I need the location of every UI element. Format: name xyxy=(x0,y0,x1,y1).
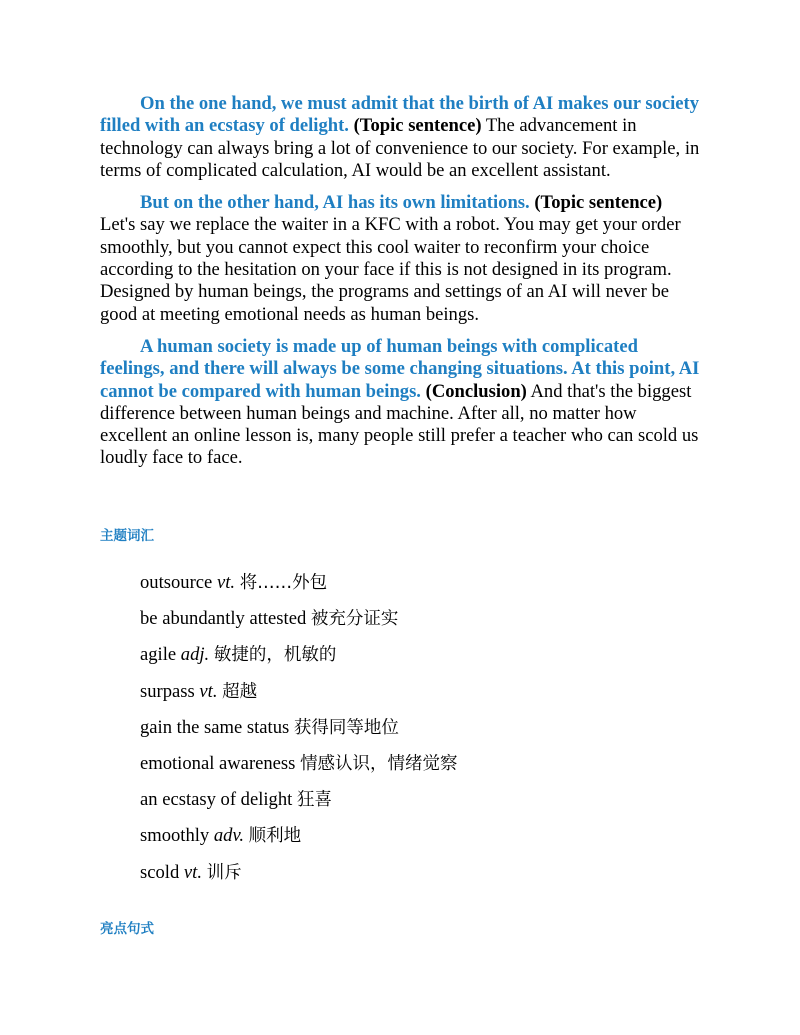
vocab-pos: adv. xyxy=(213,825,244,847)
vocab-item xyxy=(140,679,458,715)
vocab-meaning: 获得同等地位 xyxy=(293,717,399,738)
vocab-term: smoothly xyxy=(140,825,210,847)
vocab-term: outsource xyxy=(140,572,213,593)
vocab-item xyxy=(140,823,458,859)
vocab-pos: vt. xyxy=(216,572,236,593)
vocab-meaning: 被充分证实 xyxy=(310,609,399,630)
vocab-term: emotional awareness xyxy=(140,752,296,774)
paragraph-2-highlight: But on the other hand, AI has its own limitations. xyxy=(140,192,530,214)
paragraph-2-text: Let's say we replace the waiter in a KFC with a robot. You may get your order smoothly, but you cannot expect this cool waiter to reconfirm your choice according to the hesitation on your face if this is not designed in its program. Designed by human beings, the programs and settings of an AI will never be good at meeting emotional needs as human beings. xyxy=(100,214,681,325)
vocab-list xyxy=(140,570,458,896)
paragraph-1-highlight: On the one hand, we must admit that the birth of AI makes our society filled with an ecstasy of delight. xyxy=(100,93,700,137)
vocab-term: be abundantly attested xyxy=(140,608,307,630)
vocab-item xyxy=(140,715,458,751)
vocab-meaning: 情感认识，情绪觉察 xyxy=(300,753,458,774)
paragraph-3-highlight: A human society is made up of human beings with complicated feelings, and there will always be some changing situations. At this point, AI cannot be compared with human beings. xyxy=(100,335,700,402)
paragraph-3 xyxy=(100,336,700,470)
vocab-term: an ecstasy of delight xyxy=(140,789,293,811)
vocab-heading: 主题词汇 xyxy=(100,528,154,544)
vocab-item xyxy=(140,751,458,787)
vocab-item xyxy=(140,642,458,678)
paragraph-1-label: (Topic sentence) xyxy=(353,115,482,137)
vocab-term: scold xyxy=(140,861,180,883)
paragraph-1-text: The advancement in technology can always bring a lot of convenience to our society. For example, in terms of complicated calculation, AI would be an excellent assistant. xyxy=(100,115,700,181)
vocab-item xyxy=(140,860,458,896)
vocab-pos: vt. xyxy=(183,861,202,883)
paragraph-2 xyxy=(100,192,700,326)
vocab-meaning: 将……外包 xyxy=(239,573,328,593)
vocab-meaning: 训斥 xyxy=(206,862,242,883)
sentences-heading: 亮点句式 xyxy=(100,921,154,937)
vocab-meaning: 敏捷的，机敏的 xyxy=(213,645,337,666)
paragraph-1 xyxy=(100,93,700,182)
paragraph-2-label: (Topic sentence) xyxy=(534,192,663,214)
vocab-term: agile xyxy=(140,644,177,666)
vocab-pos: adj. xyxy=(180,644,210,666)
vocab-term: gain the same status xyxy=(140,716,290,738)
vocab-meaning: 超越 xyxy=(222,681,258,702)
vocab-meaning: 顺利地 xyxy=(248,826,302,847)
vocab-item xyxy=(140,570,458,606)
vocab-item xyxy=(140,606,458,642)
vocab-term: surpass xyxy=(140,680,195,702)
vocab-meaning: 狂喜 xyxy=(296,790,332,811)
vocab-pos: vt. xyxy=(199,680,218,702)
vocab-item xyxy=(140,787,458,823)
paragraph-3-label: (Conclusion) xyxy=(425,380,527,402)
paragraph-3-text: And that's the biggest difference between human beings and machine. After all, no matter how excellent an online lesson is, many people still prefer a teacher who can scold us loudly face to face. xyxy=(100,380,699,469)
